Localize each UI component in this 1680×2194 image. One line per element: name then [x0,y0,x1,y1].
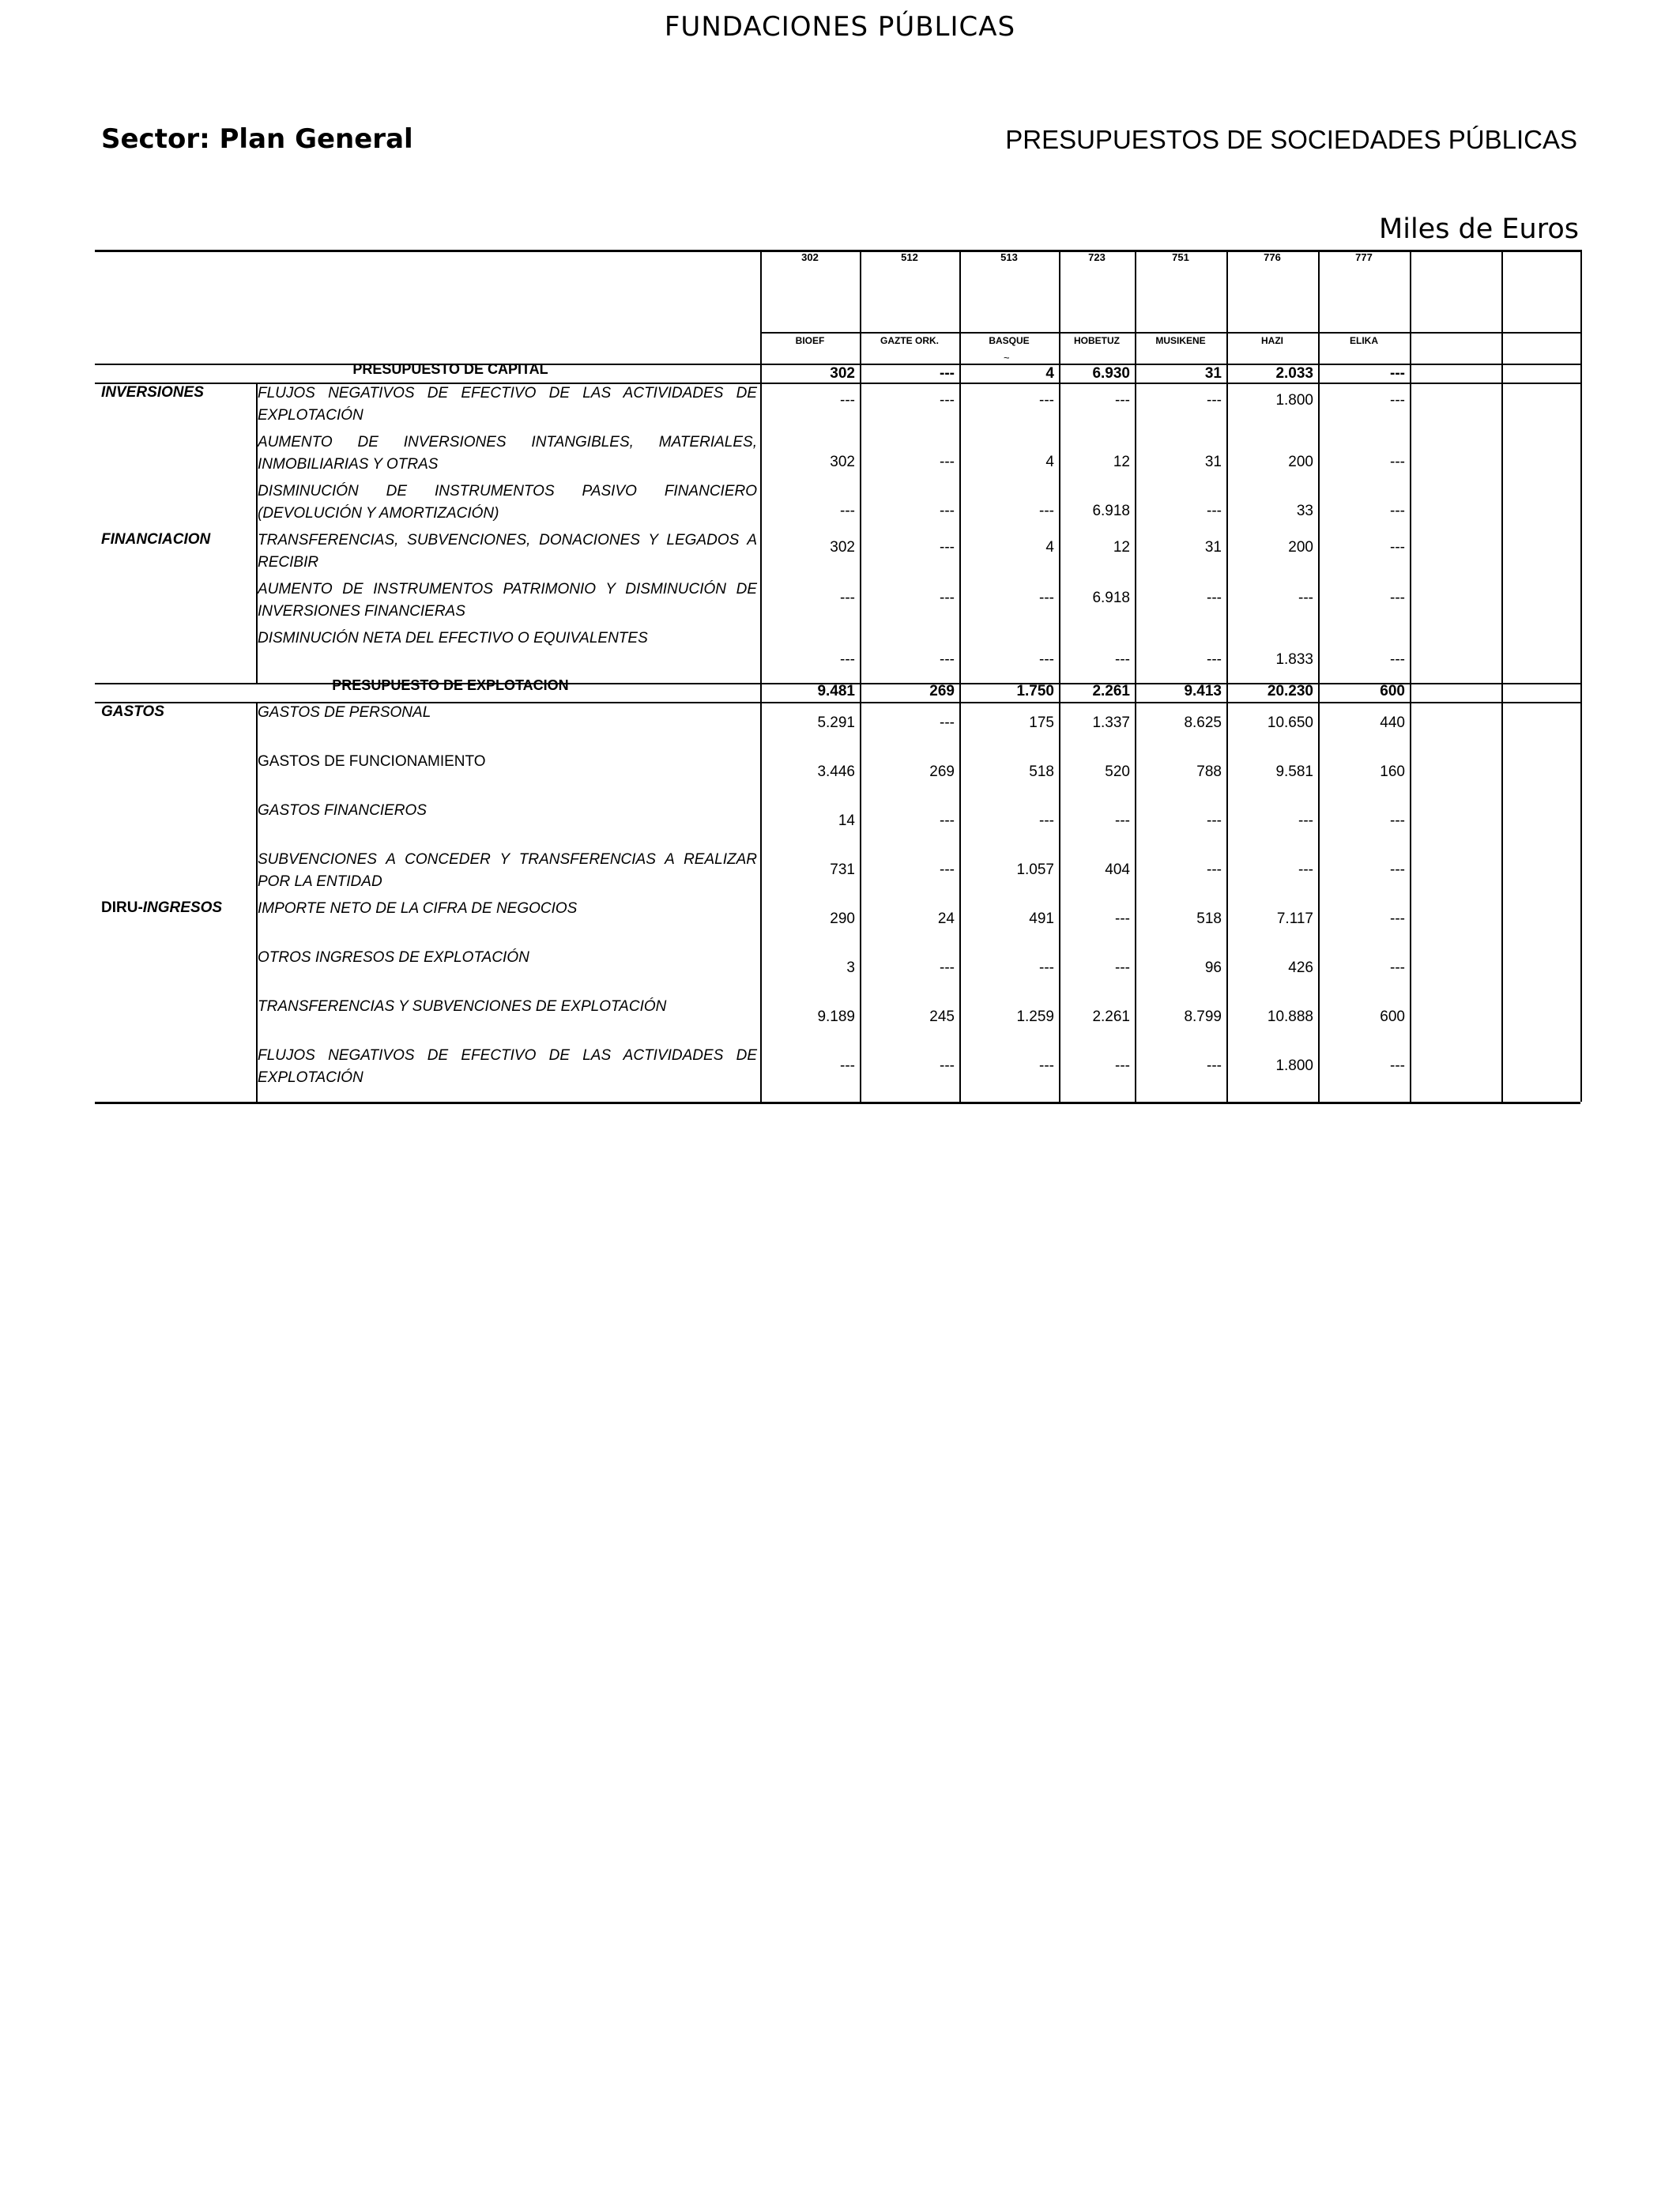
explotacion-cell: 1.337 [1092,714,1130,731]
explotacion-row-description: GASTOS DE FUNCIONAMIENTO [258,753,486,770]
explotacion-cell: 440 [1380,714,1405,731]
column-name: BASQUE [989,335,1030,346]
column-rule [1580,250,1582,1102]
capital-cell: 4 [1045,539,1054,556]
explotacion-total: 1.750 [1016,683,1054,699]
capital-row-description: AUMENTO DE INSTRUMENTOS PATRIMONIO Y DISMINUCIÓN DE INVERSIONES FINANCIERAS [258,581,757,620]
capital-cell: --- [1207,392,1222,409]
explotacion-cell: 3 [846,959,855,976]
explotacion-cell: --- [1039,812,1054,829]
explotacion-cell: 491 [1029,910,1054,927]
explotacion-total: 9.413 [1184,683,1222,699]
table-rule [760,332,1580,334]
capital-cell: 1.833 [1275,651,1313,668]
explotacion-cell: --- [1207,1057,1222,1074]
capital-cell: 6.918 [1092,590,1130,606]
capital-cell: --- [1207,503,1222,519]
explotacion-cell: --- [1115,812,1130,829]
capital-cell: --- [1207,590,1222,606]
explotacion-cell: 600 [1380,1008,1405,1025]
capital-cell: --- [940,590,955,606]
explotacion-cell: --- [1298,812,1313,829]
document-title: FUNDACIONES PÚBLICAS [664,11,1016,43]
explotacion-cell: 160 [1380,763,1405,780]
category-gastos: GASTOS [101,703,164,720]
explotacion-cell: --- [1039,1057,1054,1074]
capital-cell: --- [1390,392,1405,409]
capital-cell: --- [840,503,855,519]
explotacion-total: 9.481 [817,683,855,699]
explotacion-cell: --- [1390,1057,1405,1074]
capital-cell: --- [840,651,855,668]
capital-cell: --- [1390,454,1405,470]
capital-cell: --- [1298,590,1313,606]
category-ingresos-suffix: INGRESOS [142,899,223,916]
explotacion-cell: --- [1390,812,1405,829]
explotacion-cell: 3.446 [817,763,855,780]
explotacion-cell: 5.291 [817,714,855,731]
category-ingresos [101,899,222,917]
capital-total: --- [1390,365,1405,382]
column-rule [1410,250,1411,1102]
explotacion-cell: 10.650 [1267,714,1313,731]
table-rule [95,1102,1580,1104]
explotacion-cell: --- [940,1057,955,1074]
capital-cell: --- [840,392,855,409]
capital-total: 6.930 [1092,365,1130,382]
explotacion-cell: --- [1207,812,1222,829]
capital-cell: --- [940,454,955,470]
explotacion-cell: 14 [838,812,855,829]
capital-cell: --- [940,539,955,556]
explotacion-cell: --- [940,812,955,829]
explotacion-cell: 731 [830,861,855,878]
explotacion-cell: 8.625 [1184,714,1222,731]
column-name: MUSIKENE [1155,335,1206,346]
capital-cell: 12 [1113,454,1130,470]
explotacion-cell: --- [1390,861,1405,878]
capital-cell: --- [940,392,955,409]
capital-row-description: FLUJOS NEGATIVOS DE EFECTIVO DE LAS ACTIVIDADES DE EXPLOTACIÓN [258,385,757,424]
explotacion-cell: --- [1115,910,1130,927]
column-code: 751 [1172,251,1189,263]
explotacion-cell: 426 [1288,959,1313,976]
capital-section-title: PRESUPUESTO DE CAPITAL [352,361,548,377]
explotacion-row-description: IMPORTE NETO DE LA CIFRA DE NEGOCIOS [258,900,578,917]
capital-row-description: DISMINUCIÓN NETA DEL EFECTIVO O EQUIVALENTES [258,630,648,647]
capital-total: 302 [830,365,855,382]
explotacion-cell: --- [1207,861,1222,878]
explotacion-total: 2.261 [1092,683,1130,699]
explotacion-cell: 175 [1029,714,1054,731]
explotacion-cell: 96 [1204,959,1222,976]
capital-cell: 200 [1288,539,1313,556]
explotacion-cell: --- [1115,959,1130,976]
tilde-mark: ~ [1004,352,1010,364]
capital-cell: --- [1207,651,1222,668]
explotacion-cell: --- [1390,910,1405,927]
explotacion-cell: --- [1115,1057,1130,1074]
capital-cell: --- [840,590,855,606]
explotacion-cell: 788 [1196,763,1222,780]
capital-cell: --- [1039,503,1054,519]
explotacion-cell: --- [840,1057,855,1074]
explotacion-cell: 1.800 [1275,1057,1313,1074]
explotacion-cell: 9.581 [1275,763,1313,780]
explotacion-cell: --- [1298,861,1313,878]
explotacion-cell: 404 [1105,861,1130,878]
explotacion-cell: 2.261 [1092,1008,1130,1025]
explotacion-cell: 1.259 [1016,1008,1054,1025]
column-name: BIOEF [795,335,825,346]
capital-cell: --- [1390,539,1405,556]
capital-cell: --- [940,651,955,668]
capital-cell: 302 [830,539,855,556]
explotacion-cell: 518 [1196,910,1222,927]
column-code: 776 [1264,251,1281,263]
category-financiacion: FINANCIACION [101,531,211,548]
units-label: Miles de Euros [1379,213,1579,245]
column-name: ELIKA [1350,335,1378,346]
capital-cell: --- [1390,503,1405,519]
explotacion-row-description: SUBVENCIONES A CONCEDER Y TRANSFERENCIAS A REALIZAR POR LA ENTIDAD [258,851,757,890]
explotacion-cell: 520 [1105,763,1130,780]
explotacion-cell: 10.888 [1267,1008,1313,1025]
explotacion-cell: 7.117 [1276,910,1313,927]
explotacion-row-description: GASTOS DE PERSONAL [258,704,431,721]
capital-cell: 6.918 [1092,503,1130,519]
explotacion-row-description: GASTOS FINANCIEROS [258,802,427,819]
capital-total: --- [940,365,955,382]
category-ingresos-prefix: DIRU- [101,899,143,916]
column-code: 513 [1000,251,1018,263]
explotacion-cell: --- [940,959,955,976]
capital-cell: --- [1039,651,1054,668]
capital-cell: 302 [830,454,855,470]
capital-cell: 33 [1296,503,1313,519]
explotacion-cell: --- [940,861,955,878]
capital-row-description: TRANSFERENCIAS, SUBVENCIONES, DONACIONES Y LEGADOS A RECIBIR [258,532,757,571]
column-code: 777 [1355,251,1373,263]
category-inversiones: INVERSIONES [101,384,204,401]
capital-cell: 4 [1045,454,1054,470]
explotacion-section-title: PRESUPUESTO DE EXPLOTACION [332,677,569,693]
explotacion-cell: 245 [929,1008,955,1025]
column-rule [1501,250,1503,1102]
explotacion-cell: 8.799 [1184,1008,1222,1025]
column-code: 512 [901,251,918,263]
explotacion-cell: 24 [937,910,955,927]
capital-cell: --- [1039,590,1054,606]
capital-total: 2.033 [1275,365,1313,382]
capital-cell: --- [1390,651,1405,668]
explotacion-total: 20.230 [1267,683,1313,699]
capital-row-description: AUMENTO DE INVERSIONES INTANGIBLES, MATERIALES, INMOBILIARIAS Y OTRAS [258,434,757,473]
capital-cell: 31 [1204,454,1222,470]
capital-row-description: DISMINUCIÓN DE INSTRUMENTOS PASIVO FINANCIERO (DEVOLUCIÓN Y AMORTIZACIÓN) [258,483,757,522]
column-code: 723 [1088,251,1106,263]
capital-cell: 1.800 [1275,392,1313,409]
report-title: PRESUPUESTOS DE SOCIEDADES PÚBLICAS [1005,125,1577,154]
capital-total: 31 [1204,365,1222,382]
sector-title: Sector: Plan General [101,123,413,155]
capital-cell: --- [1115,651,1130,668]
explotacion-cell: 1.057 [1016,861,1054,878]
column-code: 302 [801,251,819,263]
explotacion-row-description: TRANSFERENCIAS Y SUBVENCIONES DE EXPLOTACIÓN [258,998,667,1015]
explotacion-cell: 269 [929,763,955,780]
capital-cell: 12 [1113,539,1130,556]
capital-cell: 200 [1288,454,1313,470]
capital-cell: 31 [1204,539,1222,556]
column-name: HAZI [1261,335,1283,346]
explotacion-row-description: OTROS INGRESOS DE EXPLOTACIÓN [258,949,529,966]
column-name: HOBETUZ [1074,335,1120,346]
explotacion-cell: --- [1039,959,1054,976]
capital-cell: --- [1039,392,1054,409]
explotacion-row-description: FLUJOS NEGATIVOS DE EFECTIVO DE LAS ACTIVIDADES DE EXPLOTACIÓN [258,1047,757,1086]
explotacion-total: 269 [929,683,955,699]
explotacion-cell: --- [940,714,955,731]
explotacion-cell: 518 [1029,763,1054,780]
capital-total: 4 [1045,365,1054,382]
capital-cell: --- [1115,392,1130,409]
column-name: GAZTE ORK. [880,335,939,346]
capital-cell: --- [940,503,955,519]
explotacion-cell: --- [1390,959,1405,976]
explotacion-total: 600 [1380,683,1405,699]
capital-cell: --- [1390,590,1405,606]
explotacion-cell: 9.189 [817,1008,855,1025]
explotacion-cell: 290 [830,910,855,927]
